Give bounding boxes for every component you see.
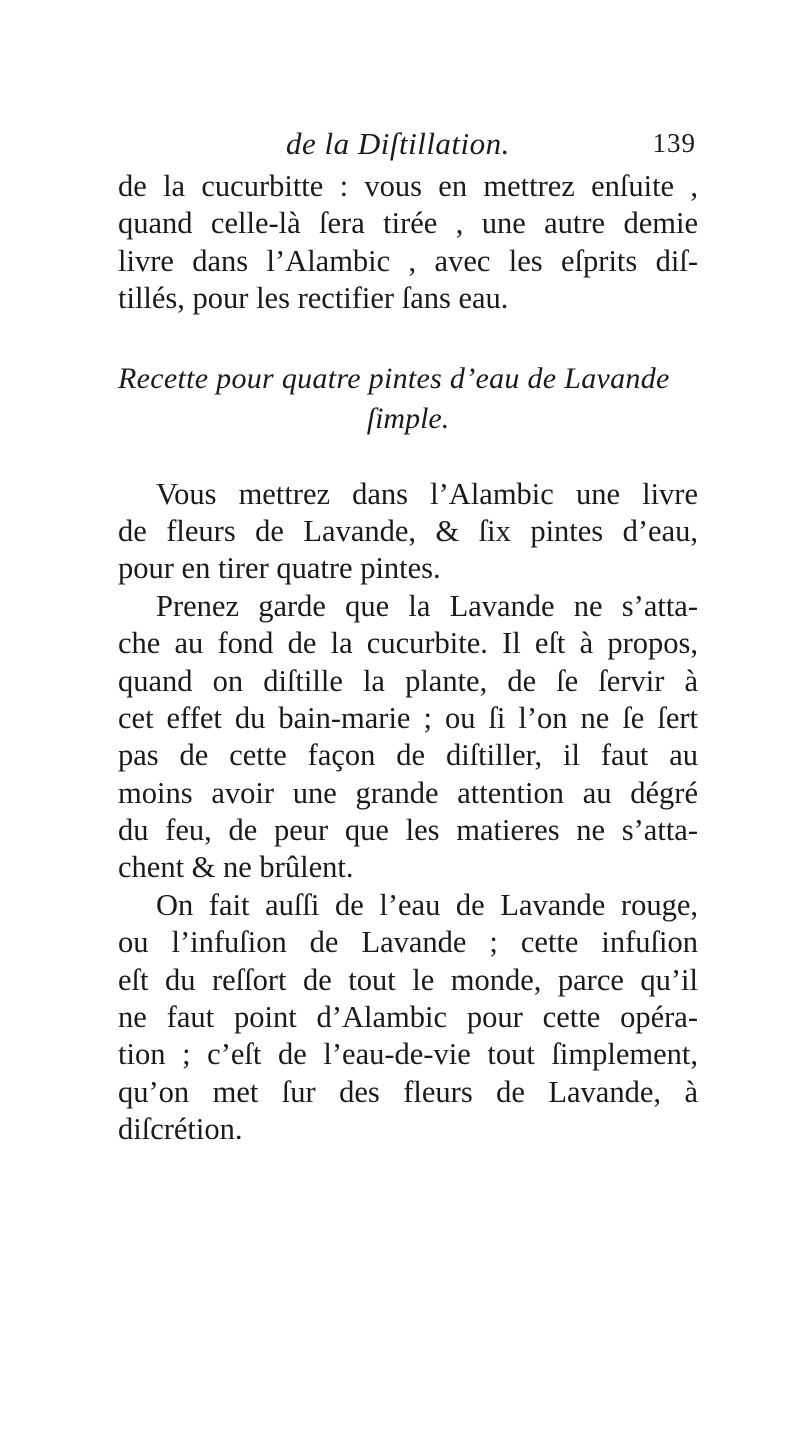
recipe-heading-line: ſimple. [366, 401, 450, 435]
text-line: qu’on met ſur des fleurs de Lavande, à [118, 1074, 698, 1109]
paragraph-continued [118, 168, 698, 318]
paragraph [118, 476, 698, 588]
page-number: 139 [652, 128, 696, 158]
text-line: ne faut point d’Alambic pour cette opéra- [118, 1000, 698, 1035]
text-line: quand on diſtille la plante, de ſe ſervir à [118, 663, 698, 698]
paragraph [118, 588, 698, 887]
text-line: quand celle-là ſera tirée , une autre demie [118, 206, 698, 241]
text-line: livre dans l’Alambic , avec les eſprits diſ- [118, 243, 698, 278]
text-line: pour en tirer quatre pintes. [118, 551, 441, 586]
book-page [118, 126, 698, 1149]
text-line: tion ; c’eſt de l’eau-de-vie tout ſimplement, [118, 1037, 698, 1072]
paragraph [118, 887, 698, 1149]
text-line: pas de cette façon de diſtiller, il faut au [118, 738, 698, 773]
recipe-heading-line: Recette pour quatre pintes d’eau de Lavande [118, 361, 670, 395]
text-line: Vous mettrez dans l’Alambic une livre [156, 476, 698, 511]
text-line: On fait auſſi de l’eau de Lavande rouge, [156, 887, 698, 922]
text-line: de la cucurbitte : vous en mettrez enſuite , [118, 169, 698, 203]
text-line: moins avoir une grande attention au dégré [118, 775, 698, 810]
text-line: Prenez garde que la Lavande ne s’atta- [156, 588, 698, 623]
running-title: de la Diſtillation. [286, 126, 510, 161]
text-line: diſcrétion. [118, 1112, 243, 1147]
text-line: tillés, pour les rectifier ſans eau. [118, 281, 509, 316]
recipe-heading [118, 358, 698, 438]
running-head [118, 126, 698, 170]
text-line: du feu, de peur que les matieres ne s’atta- [118, 813, 698, 848]
text-line: ou l’infuſion de Lavande ; cette infuſion [118, 925, 698, 960]
text-line: eſt du reſſort de tout le monde, parce qu’il [118, 962, 698, 997]
text-line: che au fond de la cucurbite. Il eſt à propos, [118, 626, 698, 661]
text-line: chent & ne brûlent. [118, 850, 354, 885]
text-line: cet effet du bain-marie ; ou ſi l’on ne ſe ſert [118, 700, 698, 735]
recipe-body [118, 476, 698, 1149]
text-line: de fleurs de Lavande, & ſix pintes d’eau, [118, 513, 698, 548]
